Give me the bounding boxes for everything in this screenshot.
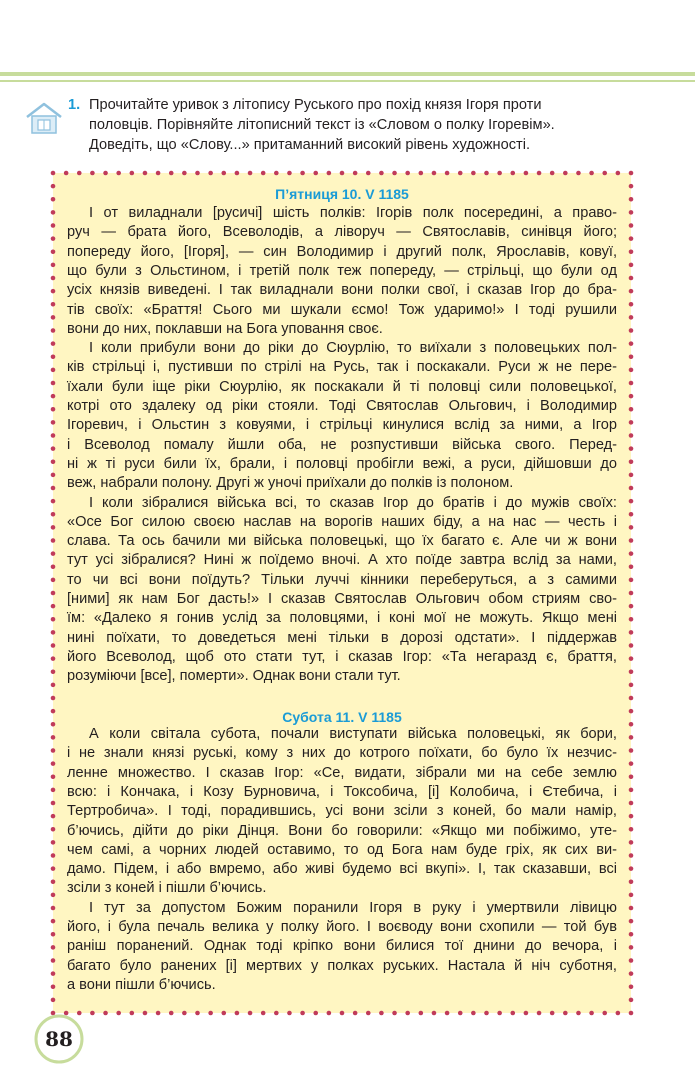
excerpt-text-line: І от виладнали [русичі] шість полків: Ігорів полк посередині, а право- bbox=[89, 205, 617, 221]
excerpt-heading-friday: П’ятниця 10. V 1185 bbox=[275, 186, 409, 202]
excerpt-text-line: багато було ранених [і] мертвих у полках руських. Настала й ніч суботня, bbox=[67, 957, 617, 974]
excerpt-text-line: вони до них, поклавши на Бога уповання своє. bbox=[67, 320, 383, 337]
excerpt-text-line: І коли прибули вони до ріки до Сюурлію, то виїхали з половецьких пол- bbox=[89, 340, 617, 357]
excerpt-text-line: руч — брата його, Всеволодів, а ліворуч — Святославів, синівця його; bbox=[67, 224, 617, 241]
excerpt-text-line: ні ж ті руси били їх, брали, і половці пробігли вежі, а руси, дійшовши до bbox=[67, 455, 617, 472]
reading-house-icon bbox=[24, 101, 64, 135]
header-rule-thin bbox=[0, 80, 695, 82]
page-number-badge bbox=[33, 1013, 85, 1065]
excerpt-text-line: їм: «Далеко я гонив услід за половцями, і коні мої не можуть. Якщо мені bbox=[67, 610, 617, 627]
excerpt-text-line: то чи всі вони поїдуть? Тільки луччі кінники переберуться, а з самими bbox=[67, 571, 617, 588]
excerpt-text-line: дамо. Підем, і або вмремо, або живі будемо всі вкупі». І, так сказавши, всі bbox=[67, 861, 617, 878]
excerpt-text-line: котрі ото здалеку од ріки стояли. Тоді Святослав Ольгович, і Володимир bbox=[67, 398, 617, 414]
excerpt-heading-saturday: Субота 11. V 1185 bbox=[282, 709, 402, 725]
excerpt-text-line: б’ючись, дійти до ріки Дінця. Вони бо говорили: «Якщо ми побіжимо, утe- bbox=[67, 822, 617, 839]
excerpt-text-line: їхали були іще ріки Сюурлію, як поскакали й ті половці сили половецької, bbox=[67, 378, 617, 395]
excerpt-text-line: Ігоревич, і Ольстин з ковуями, і стрільці кинулися вслід за ними, а Ігор bbox=[67, 417, 617, 434]
excerpt-text-line: і не знали князі руські, кому з них до котрого поїхати, бо було їх незчис- bbox=[67, 745, 617, 762]
excerpt-text-line: раніш поранений. Однак тоді кріпко вони билися тої днини до вечора, і bbox=[67, 938, 617, 955]
excerpt-text-line: усіх князів виведені. І так виладнали вони полки свої, і сказав Ігор до бра- bbox=[67, 282, 617, 299]
excerpt-text-line: і Всеволод помалу йшли оба, не розпустивши війська свого. Перед- bbox=[67, 436, 617, 453]
excerpt-text-line: тут усі зібралися? Нині ж поїдемо вночі. А хто поїде завтра вслід за нами, bbox=[67, 552, 617, 569]
excerpt-text-line: чем самі, а чорних людей оставимо, то од Бога нам буде гріх, як сих ви- bbox=[67, 841, 617, 858]
excerpt-text-line: попереду його, [Ігоря], — син Володимир і другий полк, Ярославів, ковуї, bbox=[67, 243, 617, 260]
header-rule bbox=[0, 72, 695, 76]
excerpt-text-line: І коли зібралися війська всі, то сказав Ігор до братів і до мужів своїх: bbox=[89, 494, 617, 511]
excerpt-text-line: зсіли з коней і пішли б’ючись. bbox=[67, 880, 267, 897]
excerpt-text-line: його, і була печаль велика у полку його. І воєводу вони схопили — той був bbox=[67, 919, 617, 935]
task-text-line: половців. Порівняйте літописний текст із «Словом о полку Ігоревім». bbox=[89, 117, 555, 133]
task-number: 1. bbox=[68, 97, 81, 113]
excerpt-text-line: що були з Ольстином, і третій полк теж попереду, — стрільці, що були од bbox=[67, 262, 617, 279]
excerpt-text-line: слава. Та ось бачили ми війська половецькі, що їх багато є. Але чи ж вони bbox=[67, 533, 617, 550]
excerpt-text-line: «Осе Бог силою своєю наслав на ворогів наших біду, а на нас — честь і bbox=[67, 513, 617, 530]
excerpt-text-line: всю: і Кончака, і Козу Бурновича, і Токсобича, [і] Колобича, і Єтебича, і bbox=[67, 783, 617, 800]
excerpt-text-line: Тертробича». І тоді, порадившись, усі вони зсіли з коней, бо мали намір, bbox=[67, 803, 617, 820]
excerpt-text-line: а вони пішли б’ючись. bbox=[67, 976, 216, 993]
task-text-line: Доведіть, що «Слову...» притаманний високий рівень художності. bbox=[89, 137, 531, 153]
task-text-line: Прочитайте уривок з літопису Руського про похід князя Ігоря проти bbox=[89, 97, 542, 113]
page-number: 88 bbox=[45, 1027, 73, 1051]
excerpt-text-line: [ними] як нам Бог дасть!» І сказав Святослав Ольгович обом стриям сво- bbox=[67, 591, 617, 607]
excerpt-text-line: тів своїх: «Браття! Сього ми шукали єсмо! Тож ударимо!» І тоді рушили bbox=[67, 301, 617, 318]
excerpt-text-line: нині поїхати, то доведеться мені тільки в дорозі одстати». І піддержав bbox=[67, 629, 617, 646]
excerpt-text-line: А коли світала субота, почали виступати війська половецькі, як бори, bbox=[89, 726, 617, 742]
excerpt-text-line: І тут за допустом Божим поранили Ігоря в руку і умертвили лівицю bbox=[89, 899, 617, 916]
excerpt-text-line: розуміючи [все], померти». Однак вони стали тут. bbox=[67, 668, 401, 685]
excerpt-text-line: ків стрільці і, пустивши по стрілі на Русь, так і поскакали. Руси ж не пере- bbox=[67, 359, 617, 376]
excerpt-text-line: веж, набрали полону. Другі ж уночі приїхали до полків із полоном. bbox=[67, 475, 514, 492]
excerpt-text-line: ленне множество. І сказав Ігор: «Се, видати, зібрали ми на себе землю bbox=[67, 764, 617, 781]
excerpt-text-line: його Всеволод, щоб ото стати тут, і сказав Ігор: «Та негаразд є, браття, bbox=[67, 648, 617, 665]
